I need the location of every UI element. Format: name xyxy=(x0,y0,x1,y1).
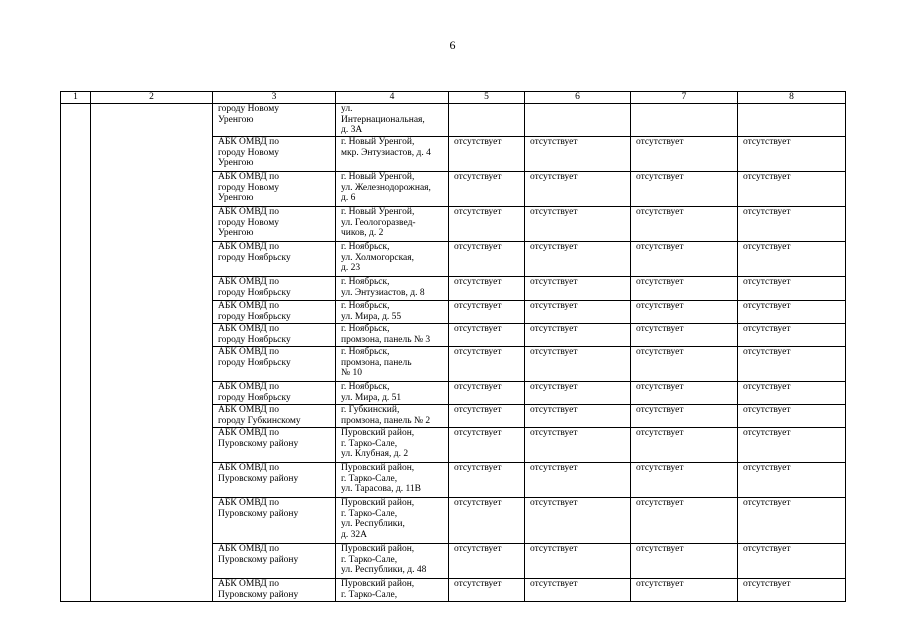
cell-text-line: отсутствует xyxy=(743,463,791,473)
cell-text-line: городу Ноябрьску xyxy=(218,252,291,263)
cell-col4 xyxy=(336,428,449,463)
cell-text-line: ул. xyxy=(341,104,353,114)
cell-text-line: Пуровскому району xyxy=(218,473,299,484)
cell-col3 xyxy=(213,463,336,498)
cell-text-line: отсутствует xyxy=(636,544,684,554)
cell-text-line: г. Тарко-Сале, xyxy=(341,438,398,449)
cell-text-line: отсутствует xyxy=(743,324,791,334)
cell-col8 xyxy=(738,347,846,382)
cell-col5 xyxy=(449,579,525,602)
cell-text-line: г. Ноябрьск, xyxy=(341,277,390,287)
cell-col8 xyxy=(738,104,846,137)
cell-text-line: чиков, д. 2 xyxy=(341,228,384,238)
cell-col8 xyxy=(738,207,846,242)
cell-text-line: АБК ОМВД по xyxy=(218,347,279,357)
cell-col5 xyxy=(449,104,525,137)
cell-text-line: городу Губкинскому xyxy=(218,415,301,426)
cell-col3 xyxy=(213,428,336,463)
cell-col5 xyxy=(449,137,525,172)
cell-text-line: отсутствует xyxy=(454,428,502,438)
cell-text-line: промзона, панель № 2 xyxy=(341,415,431,426)
cell-col4 xyxy=(336,347,449,382)
merged-cell-col1 xyxy=(61,104,91,602)
cell-text-line: отсутствует xyxy=(454,382,502,392)
cell-col6 xyxy=(525,207,631,242)
cell-col5 xyxy=(449,242,525,277)
cell-text-line: ул. Геологоразвед- xyxy=(341,217,416,228)
cell-col7 xyxy=(631,382,738,405)
cell-text-line: АБК ОМВД по xyxy=(218,463,279,473)
cell-text-line: городу Новому xyxy=(218,217,279,228)
cell-text-line: АБК ОМВД по xyxy=(218,242,279,252)
cell-text-line: отсутствует xyxy=(530,172,578,182)
cell-text-line: ул. Энтузиастов, д. 8 xyxy=(341,287,425,298)
cell-col4 xyxy=(336,137,449,172)
cell-col8 xyxy=(738,382,846,405)
cell-text-line: г. Тарко-Сале, xyxy=(341,473,398,484)
cell-text-line: ул. Холмогорская, xyxy=(341,252,415,263)
cell-col7 xyxy=(631,277,738,301)
cell-text-line: АБК ОМВД по xyxy=(218,579,279,589)
cell-text-line: АБК ОМВД по xyxy=(218,544,279,554)
cell-col7 xyxy=(631,347,738,382)
cell-col7 xyxy=(631,137,738,172)
cell-col6 xyxy=(525,104,631,137)
cell-text-line: отсутствует xyxy=(454,347,502,357)
cell-text-line: отсутствует xyxy=(743,405,791,415)
cell-col6 xyxy=(525,463,631,498)
cell-col3 xyxy=(213,405,336,428)
cell-text-line: ул. Тарасова, д. 11В xyxy=(341,484,421,494)
cell-text-line: г. Ноябрьск, xyxy=(341,301,390,311)
cell-col7 xyxy=(631,405,738,428)
column-header: 4 xyxy=(336,92,449,104)
cell-text-line: отсутствует xyxy=(454,301,502,311)
cell-text-line: отсутствует xyxy=(454,405,502,415)
cell-text-line: отсутствует xyxy=(454,242,502,252)
cell-col6 xyxy=(525,579,631,602)
cell-col4 xyxy=(336,579,449,602)
cell-text-line: отсутствует xyxy=(530,544,578,554)
cell-text-line: Уренгою xyxy=(218,114,254,125)
cell-col7 xyxy=(631,301,738,324)
cell-text-line: отсутствует xyxy=(530,405,578,415)
cell-text-line: отсутствует xyxy=(530,498,578,508)
cell-col8 xyxy=(738,405,846,428)
cell-text-line: отсутствует xyxy=(743,544,791,554)
cell-text-line: г. Тарко-Сале, xyxy=(341,554,398,565)
cell-text-line: ул. Клубная, д. 2 xyxy=(341,449,409,459)
cell-text-line: д. 32А xyxy=(341,529,367,540)
cell-text-line: д. 23 xyxy=(341,263,361,273)
cell-col4 xyxy=(336,498,449,544)
cell-col3 xyxy=(213,382,336,405)
cell-text-line: АБК ОМВД по xyxy=(218,382,279,392)
cell-text-line: г. Новый Уренгой, xyxy=(341,172,415,182)
cell-text-line: отсутствует xyxy=(530,428,578,438)
cell-text-line: г. Тарко-Сале, xyxy=(341,508,398,519)
cell-col3 xyxy=(213,207,336,242)
cell-col8 xyxy=(738,428,846,463)
cell-text-line: отсутствует xyxy=(454,207,502,217)
cell-col3 xyxy=(213,301,336,324)
column-header: 5 xyxy=(449,92,525,104)
cell-col3 xyxy=(213,579,336,602)
cell-text-line: отсутствует xyxy=(743,137,791,147)
cell-col7 xyxy=(631,104,738,137)
cell-col6 xyxy=(525,428,631,463)
cell-text-line: отсутствует xyxy=(454,463,502,473)
cell-col5 xyxy=(449,382,525,405)
cell-col4 xyxy=(336,382,449,405)
cell-col4 xyxy=(336,324,449,347)
cell-text-line: отсутствует xyxy=(743,382,791,392)
column-header: 6 xyxy=(525,92,631,104)
cell-col6 xyxy=(525,172,631,207)
cell-col4 xyxy=(336,301,449,324)
cell-text-line: промзона, панель xyxy=(341,357,412,368)
cell-text-line: отсутствует xyxy=(743,172,791,182)
cell-text-line: городу Ноябрьску xyxy=(218,357,291,368)
cell-col5 xyxy=(449,428,525,463)
cell-col8 xyxy=(738,579,846,602)
cell-col4 xyxy=(336,405,449,428)
cell-text-line: отсутствует xyxy=(530,207,578,217)
cell-text-line: отсутствует xyxy=(454,579,502,589)
cell-text-line: АБК ОМВД по xyxy=(218,428,279,438)
cell-col5 xyxy=(449,544,525,579)
cell-text-line: отсутствует xyxy=(743,242,791,252)
cell-col4 xyxy=(336,207,449,242)
data-table xyxy=(60,91,846,602)
cell-col6 xyxy=(525,324,631,347)
cell-text-line: отсутствует xyxy=(454,137,502,147)
cell-col7 xyxy=(631,544,738,579)
cell-col5 xyxy=(449,301,525,324)
cell-text-line: Пуровский район, xyxy=(341,428,415,438)
cell-text-line: отсутствует xyxy=(636,137,684,147)
cell-text-line: г. Губкинский, xyxy=(341,405,400,415)
cell-text-line: отсутствует xyxy=(743,301,791,311)
cell-text-line: отсутствует xyxy=(454,544,502,554)
cell-text-line: Пуровский район, xyxy=(341,463,415,473)
cell-col3 xyxy=(213,242,336,277)
cell-text-line: городу Новому xyxy=(218,182,279,193)
cell-col5 xyxy=(449,172,525,207)
cell-text-line: Пуровскому району xyxy=(218,508,299,519)
cell-text-line: городу Ноябрьску xyxy=(218,334,291,345)
cell-text-line: АБК ОМВД по xyxy=(218,405,279,415)
cell-text-line: г. Ноябрьск, xyxy=(341,242,390,252)
cell-col3 xyxy=(213,137,336,172)
cell-text-line: г. Новый Уренгой, xyxy=(341,207,415,217)
cell-text-line: отсутствует xyxy=(530,242,578,252)
cell-col8 xyxy=(738,463,846,498)
cell-col4 xyxy=(336,104,449,137)
cell-col6 xyxy=(525,544,631,579)
cell-col7 xyxy=(631,498,738,544)
cell-text-line: Пуровский район, xyxy=(341,579,415,589)
cell-col3 xyxy=(213,347,336,382)
cell-text-line: городу Ноябрьску xyxy=(218,287,291,298)
cell-text-line: отсутствует xyxy=(530,579,578,589)
cell-col3 xyxy=(213,277,336,301)
cell-col6 xyxy=(525,347,631,382)
cell-text-line: промзона, панель № 3 xyxy=(341,334,431,345)
cell-col5 xyxy=(449,324,525,347)
cell-col7 xyxy=(631,172,738,207)
cell-col3 xyxy=(213,104,336,137)
cell-text-line: отсутствует xyxy=(636,324,684,334)
cell-col7 xyxy=(631,579,738,602)
cell-text-line: г. Ноябрьск, xyxy=(341,347,390,357)
cell-text-line: Пуровский район, xyxy=(341,498,415,508)
cell-col6 xyxy=(525,301,631,324)
cell-text-line: отсутствует xyxy=(636,172,684,182)
cell-col4 xyxy=(336,544,449,579)
page-number: 6 xyxy=(449,38,456,52)
cell-col3 xyxy=(213,544,336,579)
cell-col8 xyxy=(738,137,846,172)
cell-text-line: отсутствует xyxy=(636,428,684,438)
cell-text-line: отсутствует xyxy=(743,347,791,357)
cell-col3 xyxy=(213,498,336,544)
cell-text-line: городу Новому xyxy=(218,147,279,158)
cell-text-line: ул. Республики, xyxy=(341,519,405,529)
cell-text-line: Пуровскому району xyxy=(218,589,299,600)
cell-text-line: мкр. Энтузиастов, д. 4 xyxy=(341,147,431,158)
cell-text-line: ул. Республики, д. 48 xyxy=(341,565,427,575)
cell-text-line: Уренгою xyxy=(218,228,254,238)
cell-text-line: отсутствует xyxy=(636,242,684,252)
cell-text-line: отсутствует xyxy=(743,498,791,508)
cell-col8 xyxy=(738,172,846,207)
cell-text-line: отсутствует xyxy=(636,498,684,508)
cell-text-line: городу Ноябрьску xyxy=(218,311,291,322)
cell-text-line: отсутствует xyxy=(636,347,684,357)
cell-text-line: отсутствует xyxy=(743,207,791,217)
cell-col8 xyxy=(738,301,846,324)
cell-text-line: отсутствует xyxy=(636,301,684,311)
cell-col4 xyxy=(336,463,449,498)
cell-col7 xyxy=(631,463,738,498)
cell-text-line: АБК ОМВД по xyxy=(218,137,279,147)
cell-text-line: городу Новому xyxy=(218,104,279,114)
cell-col5 xyxy=(449,347,525,382)
cell-text-line: отсутствует xyxy=(636,207,684,217)
cell-text-line: отсутствует xyxy=(743,579,791,589)
cell-text-line: Уренгою xyxy=(218,158,254,168)
cell-text-line: отсутствует xyxy=(530,137,578,147)
cell-col6 xyxy=(525,277,631,301)
cell-text-line: № 10 xyxy=(341,368,362,378)
cell-text-line: г. Ноябрьск, xyxy=(341,382,390,392)
cell-text-line: г. Ноябрьск, xyxy=(341,324,390,334)
cell-text-line: отсутствует xyxy=(530,463,578,473)
cell-col6 xyxy=(525,405,631,428)
cell-text-line: отсутствует xyxy=(530,277,578,287)
cell-text-line: ул. Железнодорожная, xyxy=(341,182,431,193)
cell-text-line: Уренгою xyxy=(218,193,254,203)
merged-cell-col2 xyxy=(91,104,213,602)
cell-text-line: АБК ОМВД по xyxy=(218,498,279,508)
cell-text-line: отсутствует xyxy=(743,277,791,287)
cell-col4 xyxy=(336,172,449,207)
cell-col5 xyxy=(449,405,525,428)
cell-text-line: отсутствует xyxy=(636,579,684,589)
cell-col5 xyxy=(449,277,525,301)
column-header: 2 xyxy=(91,92,213,104)
cell-text-line: отсутствует xyxy=(454,172,502,182)
cell-text-line: АБК ОМВД по xyxy=(218,207,279,217)
cell-text-line: Пуровскому району xyxy=(218,554,299,565)
cell-col4 xyxy=(336,242,449,277)
cell-text-line: отсутствует xyxy=(454,277,502,287)
cell-col3 xyxy=(213,324,336,347)
cell-col6 xyxy=(525,242,631,277)
cell-col7 xyxy=(631,207,738,242)
cell-col7 xyxy=(631,428,738,463)
cell-col3 xyxy=(213,172,336,207)
cell-text-line: отсутствует xyxy=(530,347,578,357)
cell-text-line: ул. Мира, д. 55 xyxy=(341,311,402,322)
cell-col5 xyxy=(449,463,525,498)
column-header: 7 xyxy=(631,92,738,104)
cell-text-line: отсутствует xyxy=(530,324,578,334)
cell-col6 xyxy=(525,382,631,405)
cell-text-line: Интернациональная, xyxy=(341,114,425,125)
column-header: 3 xyxy=(213,92,336,104)
cell-col5 xyxy=(449,498,525,544)
cell-text-line: АБК ОМВД по xyxy=(218,277,279,287)
cell-col5 xyxy=(449,207,525,242)
cell-text-line: г. Новый Уренгой, xyxy=(341,137,415,147)
cell-text-line: д. 3А xyxy=(341,125,363,135)
cell-text-line: г. Тарко-Сале, xyxy=(341,589,398,600)
cell-col7 xyxy=(631,324,738,347)
cell-col7 xyxy=(631,242,738,277)
cell-col6 xyxy=(525,137,631,172)
cell-col8 xyxy=(738,277,846,301)
cell-text-line: Пуровскому району xyxy=(218,438,299,449)
cell-text-line: отсутствует xyxy=(636,382,684,392)
cell-text-line: городу Ноябрьску xyxy=(218,392,291,403)
cell-col8 xyxy=(738,242,846,277)
cell-col8 xyxy=(738,544,846,579)
cell-col6 xyxy=(525,498,631,544)
cell-text-line: отсутствует xyxy=(636,405,684,415)
cell-text-line: АБК ОМВД по xyxy=(218,324,279,334)
cell-text-line: отсутствует xyxy=(454,324,502,334)
cell-text-line: отсутствует xyxy=(743,428,791,438)
cell-text-line: отсутствует xyxy=(454,498,502,508)
table-row xyxy=(61,104,846,137)
table-header-row xyxy=(61,92,846,104)
cell-text-line: отсутствует xyxy=(636,277,684,287)
cell-col8 xyxy=(738,324,846,347)
cell-col4 xyxy=(336,277,449,301)
cell-text-line: АБК ОМВД по xyxy=(218,172,279,182)
cell-text-line: отсутствует xyxy=(530,382,578,392)
cell-text-line: д. 6 xyxy=(341,193,356,203)
cell-col8 xyxy=(738,498,846,544)
cell-text-line: АБК ОМВД по xyxy=(218,301,279,311)
cell-text-line: Пуровский район, xyxy=(341,544,415,554)
cell-text-line: ул. Мира, д. 51 xyxy=(341,392,402,403)
cell-text-line: отсутствует xyxy=(530,301,578,311)
cell-text-line: отсутствует xyxy=(636,463,684,473)
column-header: 8 xyxy=(738,92,846,104)
column-header: 1 xyxy=(61,92,91,104)
